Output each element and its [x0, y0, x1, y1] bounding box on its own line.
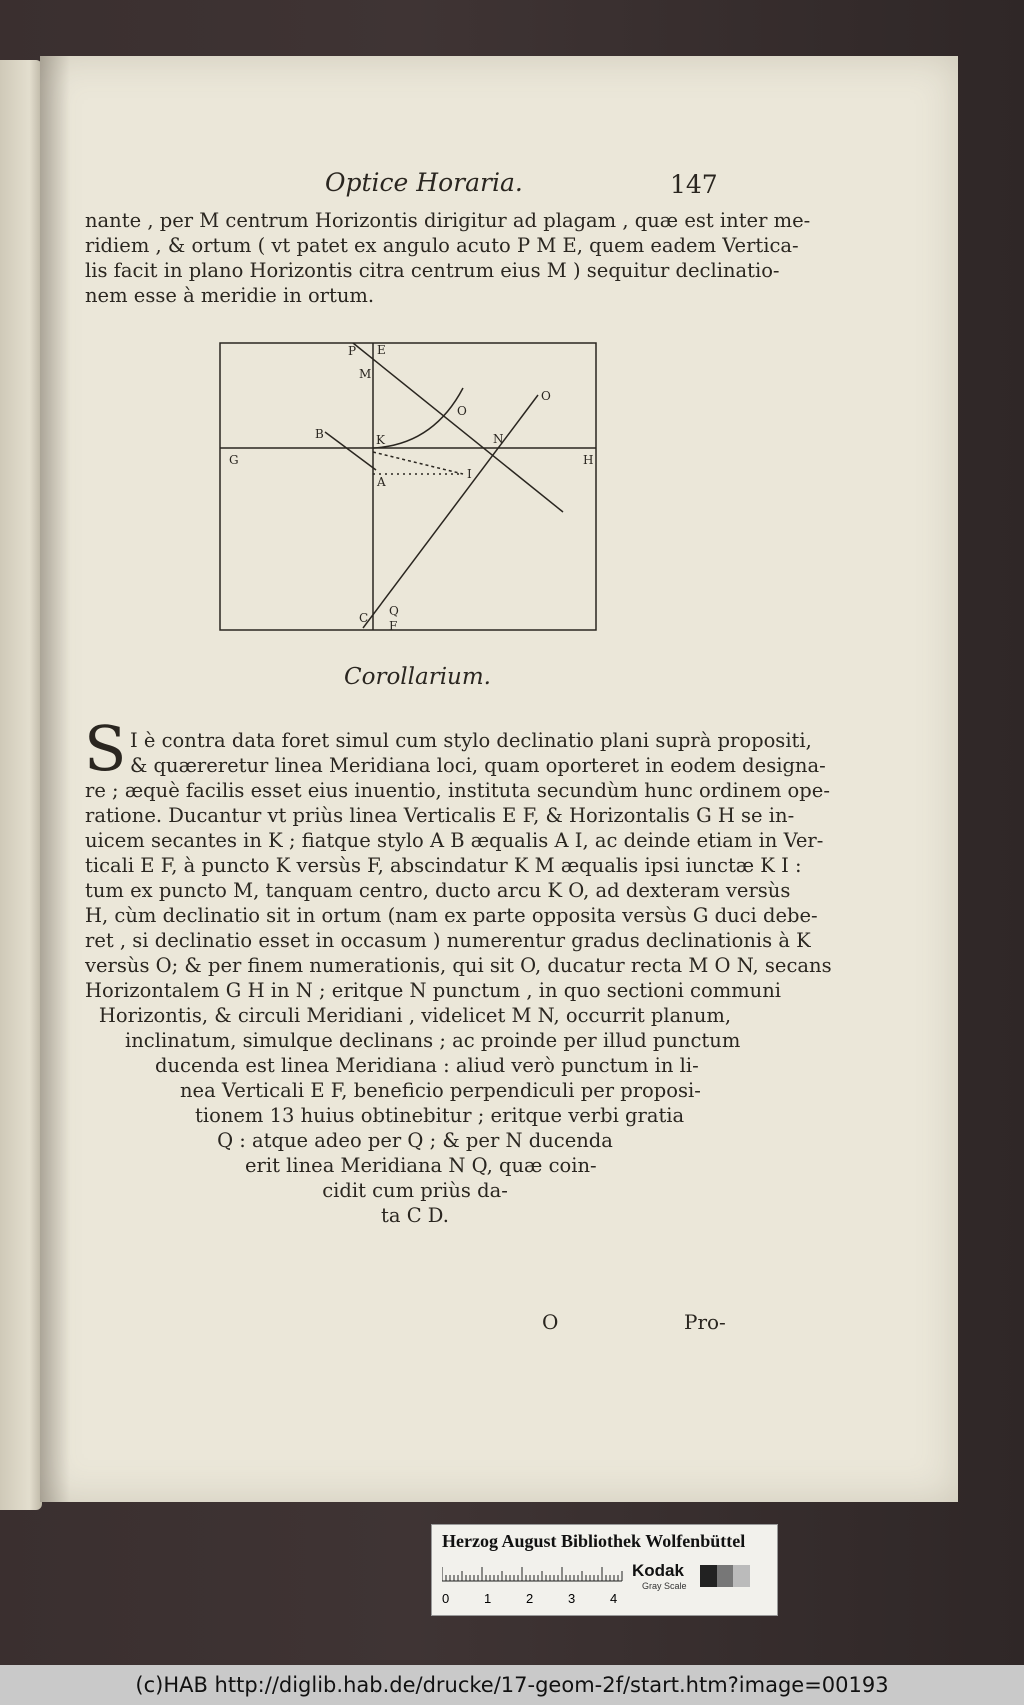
label-h: H: [583, 453, 594, 467]
text-line: erit linea Meridiana N Q, quæ coin-: [245, 1154, 597, 1177]
text-line: lis facit in plano Horizontis citra centrum eius M ) sequitur declinatio-: [85, 259, 780, 282]
label-o-upper: O: [541, 389, 551, 403]
label-c: C: [359, 611, 369, 625]
text-line: Horizontis, & circuli Meridiani , videlicet M N, occurrit planum,: [98, 1004, 732, 1027]
paragraph-main-indented: [130, 728, 826, 778]
label-o: O: [457, 404, 467, 418]
text-line: ta C D.: [381, 1204, 449, 1227]
text-line: & quæreretur linea Meridiana loci, quam oporteret in eodem designa-: [130, 754, 826, 777]
text-line: ducenda est linea Meridiana : aliud verò punctum in li-: [155, 1054, 699, 1077]
text-line: nea Verticali E F, beneficio perpendiculi per proposi-: [180, 1079, 701, 1102]
text-line: uicem secantes in K ; fiatque stylo A B æqualis A I, ac deinde etiam in Ver-: [85, 829, 824, 852]
gray-patch-dark: [700, 1565, 717, 1587]
library-name: Herzog August Bibliothek Wolfenbüttel: [442, 1531, 746, 1551]
text-line: nante , per M centrum Horizontis dirigitur ad plagam , quæ est inter me-: [85, 209, 811, 232]
text-line: inclinatum, simulque declinans ; ac proinde per illud punctum: [125, 1029, 741, 1052]
page-header: [325, 168, 745, 208]
text-line: Horizontalem G H in N ; eritque N punctum , in quo sectioni communi: [85, 979, 782, 1002]
label-p: P: [348, 344, 357, 358]
text-line: versùs O; & per finem numerationis, qui sit O, ducatur recta M O N, secans: [85, 954, 832, 977]
label-k: K: [376, 433, 385, 447]
label-b: B: [315, 427, 324, 441]
text-line: ratione. Ducantur vt priùs linea Verticalis E F, & Horizontalis G H se in-: [85, 804, 795, 827]
text-line: Q : atque adeo per Q ; & per N ducenda: [217, 1129, 613, 1152]
ruler-number: 3: [568, 1591, 576, 1606]
text-line: ridiem , & ortum ( vt patet ex angulo acuto P M E, quem eadem Vertica-: [85, 234, 799, 257]
page-gutter-shadow: [40, 56, 70, 1502]
ruler-number: 1: [484, 1591, 492, 1606]
label-e: E: [377, 343, 386, 357]
ruler-number: 4: [610, 1591, 618, 1606]
ruler-number: 2: [526, 1591, 534, 1606]
gray-scale-label: Gray Scale: [642, 1581, 687, 1591]
paragraph-top: [85, 208, 811, 308]
style-ab: [325, 432, 376, 470]
gray-patch-light: [733, 1565, 750, 1587]
label-m: M: [359, 367, 372, 381]
text-line: re ; æquè facilis esset eius inuentio, instituta secundùm hunc ordinem ope-: [85, 779, 830, 802]
label-g: G: [229, 453, 239, 467]
label-i: I: [467, 467, 472, 481]
text-line: tum ex puncto M, tanquam centro, ducto arcu K O, ad dexteram versùs: [85, 879, 791, 902]
facing-page-edge: [0, 60, 42, 1510]
text-line: I è contra data foret simul cum stylo declinatio plani suprà propositi,: [130, 729, 812, 752]
label-f: F: [389, 619, 398, 633]
ruler-number: 0: [442, 1591, 450, 1606]
library-label-card: [431, 1524, 778, 1616]
text-line: tionem 13 huius obtinebitur ; eritque verbi gratia: [195, 1104, 685, 1127]
measurement-ruler: [442, 1561, 642, 1589]
corollary-heading: Corollarium.: [344, 664, 491, 690]
label-n: N: [493, 432, 504, 446]
running-title: Optice Horaria.: [325, 168, 523, 197]
label-a: A: [377, 475, 386, 489]
paragraph-taper: [85, 1003, 745, 1228]
signature-mark: O: [542, 1310, 559, 1334]
label-q: Q: [389, 604, 399, 618]
arc-ko: [373, 388, 463, 448]
geometric-diagram: [213, 340, 603, 640]
paragraph-main: [85, 778, 832, 1003]
page-number: 147: [670, 170, 718, 199]
line-ki: [373, 452, 463, 474]
kodak-logo: Kodak: [632, 1561, 684, 1580]
text-line: nem esse à meridie in ortum.: [85, 284, 375, 307]
text-line: cidit cum priùs da-: [322, 1179, 508, 1202]
copyright-footer: [0, 1665, 1024, 1705]
text-line: ret , si declinatio esset in occasum ) numerentur gradus declinationis à K: [85, 929, 811, 952]
diagram-frame: [220, 343, 596, 630]
drop-capital: S: [84, 712, 127, 785]
catchword: Pro-: [684, 1310, 726, 1334]
text-line: ticali E F, à puncto K versùs F, abscindatur K M æqualis ipsi iunctæ K I :: [85, 854, 802, 877]
gray-patch-mid: [717, 1565, 734, 1587]
gray-scale-patches: [700, 1565, 750, 1587]
line-nq: [363, 395, 538, 628]
text-line: H, cùm declinatio sit in ortum (nam ex parte opposita versùs G duci debe-: [85, 904, 818, 927]
copyright-url: (c)HAB http://diglib.hab.de/drucke/17-geom-2f/start.htm?image=00193: [135, 1673, 889, 1697]
